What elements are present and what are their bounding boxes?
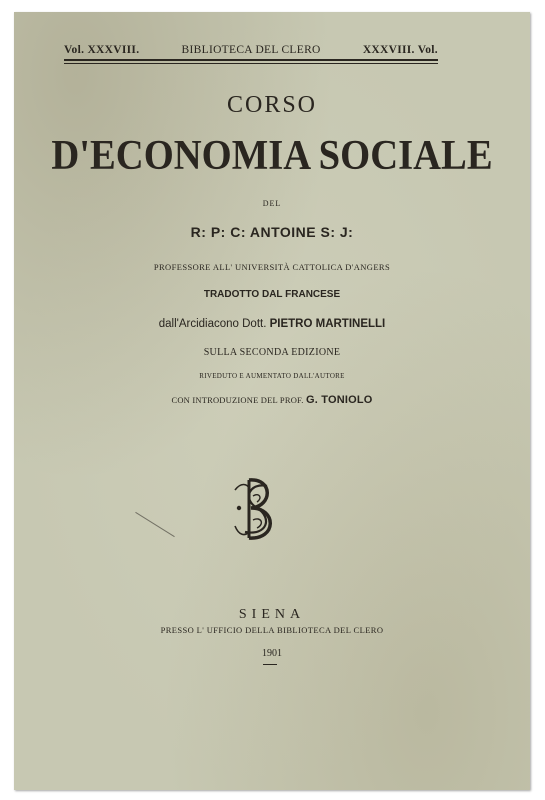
edition-line: SULLA SECONDA EDIZIONE xyxy=(203,347,341,358)
introduction-line xyxy=(14,394,530,406)
author-name: R: P: C: ANTOINE S: J: xyxy=(190,224,354,240)
translation-note: TRADOTTO DAL FRANCESE xyxy=(203,289,341,300)
translator-line xyxy=(14,318,530,330)
revised-line: RIVEDUTO E AUMENTATO DALL'AUTORE xyxy=(199,372,345,380)
header-volume-left: Vol. XXXVIII. xyxy=(64,44,140,56)
year-rule xyxy=(263,664,277,665)
del-label: DEL xyxy=(262,199,282,208)
introduction-author: G. TONIOLO xyxy=(305,394,373,406)
header-rule xyxy=(64,59,438,61)
translator-prefix: dall'Arcidiacono Dott. xyxy=(158,318,267,330)
publication-year: 1901 xyxy=(262,648,282,659)
header-series-title: BIBLIOTECA DEL CLERO xyxy=(181,44,321,56)
title-line-1: CORSO xyxy=(226,92,318,118)
author-affiliation: PROFESSORE ALL' UNIVERSITÀ CATTOLICA D'ANGERS xyxy=(153,262,391,272)
header-volume-right: XXXVIII. Vol. xyxy=(362,44,438,56)
publisher-line: PRESSO L' UFFICIO DELLA BIBLIOTECA DEL CLERO xyxy=(160,625,384,635)
translator-name: PIETRO MARTINELLI xyxy=(269,318,386,330)
introduction-prefix: CON INTRODUZIONE DEL PROF. xyxy=(171,395,304,405)
publisher-city: SIENA xyxy=(238,607,306,622)
header-rule-thin xyxy=(64,63,438,64)
bs-monogram-icon xyxy=(227,474,287,544)
series-header xyxy=(64,44,438,64)
title-line-2: D'ECONOMIA SOCIALE xyxy=(51,133,493,179)
